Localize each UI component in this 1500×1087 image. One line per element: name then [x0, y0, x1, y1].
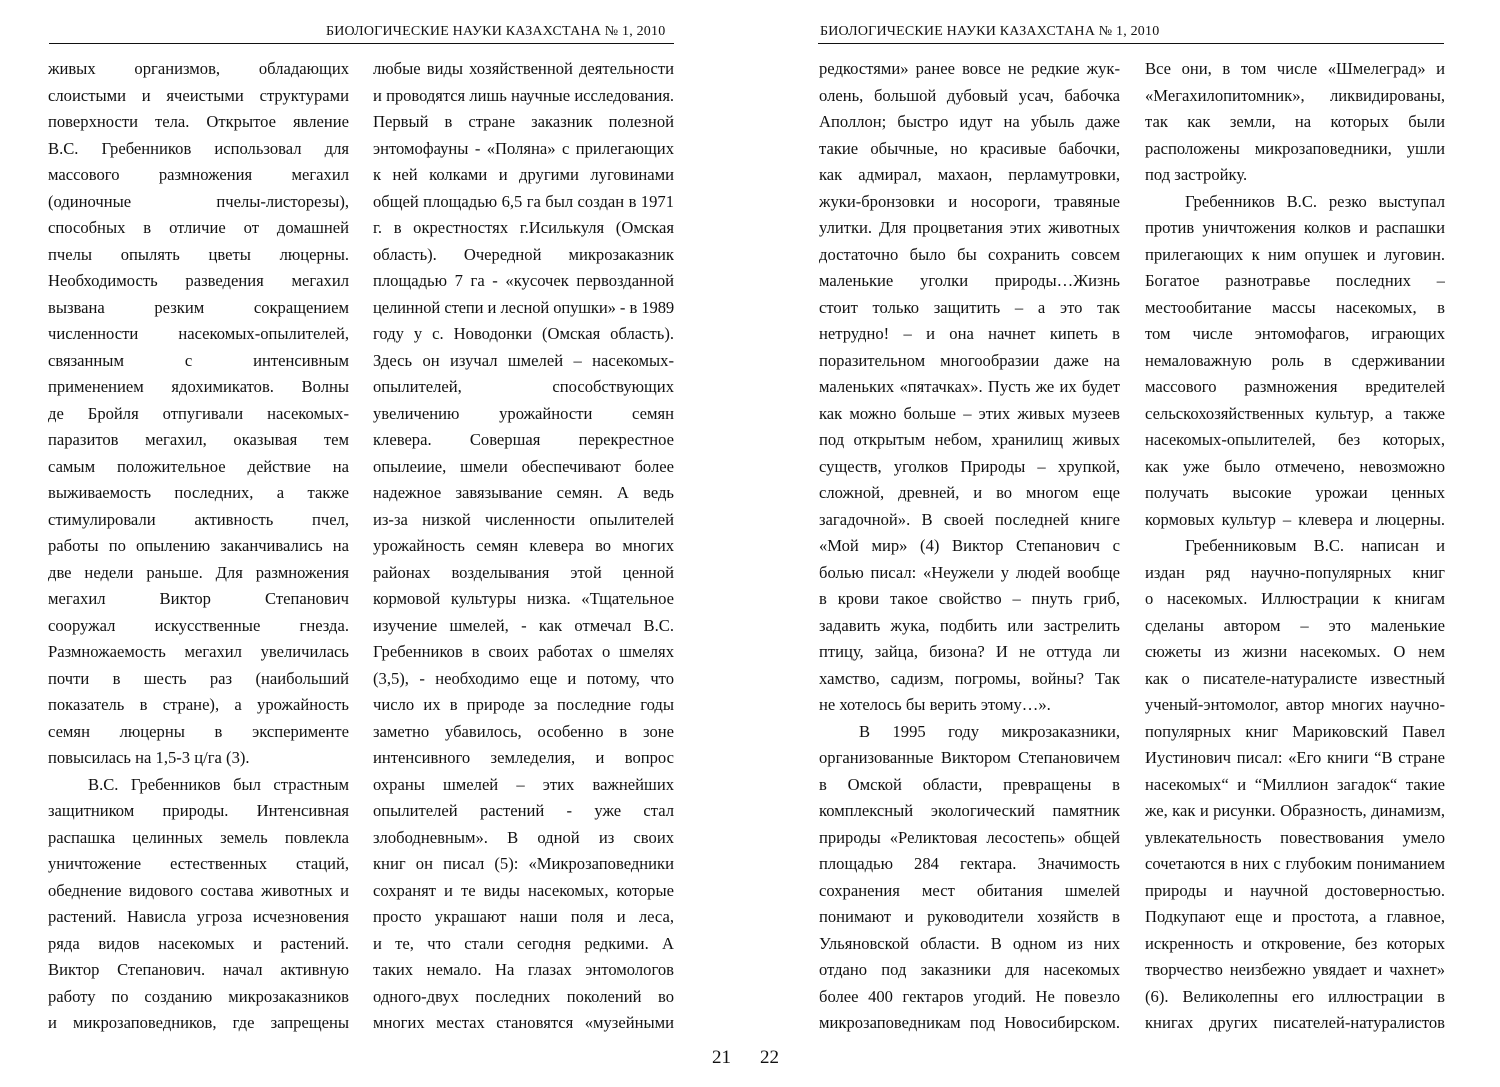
text-line: увлекательность повествования умело [1145, 827, 1445, 847]
text-line: как о писателе-натуралисте известный [1145, 668, 1445, 688]
text-column-4 [1145, 56, 1445, 1037]
text-line: целинной степи и лесной опушки» - в 1989 [373, 297, 674, 317]
text-line: хамство, садизм, погромы, войны? Так [819, 668, 1120, 688]
text-line: том числе энтомофагов, играющих [1145, 324, 1445, 343]
text-line: комплексный экологический памятник [819, 801, 1120, 820]
text-line: сельскохозяйственных культур, а также [1145, 403, 1445, 423]
text-line: издан ряд научно-популярных книг [1145, 562, 1445, 582]
text-line: Необходимость разведения мегахил [48, 271, 349, 290]
text-line: живых организмов, обладающих [48, 59, 349, 78]
text-line: Гребенников в своих работах о шмелях [373, 642, 674, 661]
text-line: задавить жука, подбить или застрелить [819, 615, 1120, 635]
text-line: г. в окрестностях г.Исилькуля (Омская [373, 218, 674, 237]
text-column-2 [373, 56, 674, 1037]
text-line: многих местах становятся «музейными [373, 1013, 674, 1032]
text-line: увеличению урожайности семян [373, 403, 674, 423]
running-header-left: БИОЛОГИЧЕСКИЕ НАУКИ КАЗАХСТАНА № 1, 2010 [326, 24, 666, 39]
text-line: птицу, зайца, бизона? И не оттуда ли [819, 642, 1120, 661]
text-line: искренность и откровение, без которых [1145, 933, 1445, 953]
text-line: районах возделывания этой ценной [373, 562, 674, 582]
text-line: под открытым небом, хранилищ живых [819, 430, 1120, 449]
text-line: Здесь он изучал шмелей – насекомых- [373, 350, 674, 370]
text-line: численности насекомых-опылителей, [48, 324, 349, 343]
text-line: интенсивного земледелия, и вопрос [373, 748, 674, 767]
text-line: массового размножения вредителей [1145, 377, 1445, 396]
header-rule-right [818, 43, 1444, 44]
header-rule-left [49, 43, 674, 44]
text-line: Все они, в том числе «Шмелеград» и [1145, 59, 1445, 78]
text-line: творчество неизбежно увядает и чахнет» [1145, 960, 1445, 979]
text-line: Ульяновской области. В одном из них [819, 933, 1120, 953]
text-line: микрозаповедникам под Новосибирском. [819, 1013, 1120, 1032]
text-line: отдано под заказники для насекомых [819, 960, 1120, 979]
text-line: насекомых-опылителей, без которых, [1145, 430, 1445, 449]
text-line: в крови такое свойство – пнуть гриб, [819, 589, 1120, 608]
text-line: показатель в стране), а урожайность [48, 695, 349, 714]
text-line: более 400 гектаров угодий. Не повезло [819, 986, 1120, 1006]
running-header-right: БИОЛОГИЧЕСКИЕ НАУКИ КАЗАХСТАНА № 1, 2010 [820, 24, 1160, 39]
text-line: редкостями» ранее вовсе не редкие жук- [819, 59, 1120, 78]
text-line: в Омской области, превращены в [819, 774, 1120, 794]
text-line: (3,5), - необходимо еще и потому, что [373, 668, 674, 688]
text-line: организованные Виктором Степановичем [819, 748, 1120, 767]
text-line: надежное завязывание семян. А ведь [373, 483, 674, 502]
text-line: таких немало. На глазах энтомологов [373, 960, 674, 979]
text-line: (одиночные пчелы-листорезы), [48, 191, 349, 211]
text-line: энтомофауны - «Поляна» с прилегающих [373, 138, 674, 158]
text-line: выживаемость последних, а также [48, 483, 349, 502]
text-line: книгах других писателей-натуралистов [1145, 1013, 1445, 1032]
text-line: олень, большой дубовый усач, бабочка [819, 85, 1120, 105]
text-line: к ней колками и другими луговинами [373, 165, 674, 184]
text-line: мегахил Виктор Степанович [48, 589, 349, 608]
text-line: кормовой культуры низка. «Тщательное [373, 589, 674, 608]
text-line: любые виды хозяйственной деятельности [373, 59, 674, 78]
text-line: де Бройля отпугивали насекомых- [48, 403, 349, 423]
text-line: и микрозаповедников, где запрещены [48, 1013, 349, 1032]
text-line: опылеиие, шмели обеспечивают более [373, 456, 674, 476]
text-line: охраны шмелей – этих важнейших [373, 774, 674, 794]
text-line: слоистыми и ячеистыми структурами [48, 85, 349, 105]
text-line: как можно больше – этих живых музеев [819, 403, 1120, 423]
text-line: из-за низкой численности опылителей [373, 509, 674, 529]
text-line: получать высокие урожаи ценных [1145, 483, 1445, 502]
text-line: стимулировали активность пчел, [48, 509, 349, 529]
text-line: улитки. Для процветания этих животных [819, 218, 1120, 237]
page-number-left: 21 [712, 1047, 731, 1068]
text-line: насекомых“ и “Миллион загадок“ такие [1145, 774, 1445, 794]
text-line: защитником природы. Интенсивная [48, 801, 349, 820]
page-number-right: 22 [760, 1047, 779, 1068]
text-line: одного-двух последних поколений во [373, 986, 674, 1006]
text-line: сюжеты из жизни насекомых. О нем [1145, 642, 1445, 661]
text-line: работы по опылению заканчивались на [48, 536, 349, 555]
text-line: сооружал искусственные гнезда. [48, 615, 349, 635]
text-line: В 1995 году микрозаказники, [859, 721, 1120, 741]
text-line: В.С. Гребенников использовал для [48, 138, 349, 158]
text-line: область). Очередной микрозаказник [373, 244, 674, 264]
text-line: жуки-бронзовки и носороги, травяные [819, 191, 1120, 211]
text-line: две недели раньше. Для размножения [48, 562, 349, 582]
text-line: связанным с интенсивным [48, 350, 349, 370]
text-line: пчелы опылять цветы люцерны. [48, 244, 349, 264]
text-line: болью писал: «Неужели у людей вообще [819, 562, 1120, 582]
text-line: прилегающих к ним опушек и луговин. [1145, 244, 1445, 264]
text-line: заметно убавилось, особенно в зоне [373, 721, 674, 741]
text-line: распашка целинных земель повлекла [48, 827, 349, 847]
text-line: стоит только защитить – а это так [819, 297, 1120, 317]
text-line: В.С. Гребенников был страстным [88, 774, 349, 794]
text-line: природы и научной достоверностью. [1145, 880, 1445, 900]
text-line: число их в природе за последние годы [373, 695, 674, 714]
text-line: (6). Великолепны его иллюстрации в [1145, 986, 1445, 1006]
text-line: опылителей растений - уже стал [373, 801, 674, 820]
text-line: поразительном многообразии даже на [819, 350, 1120, 370]
text-line: способных в отличие от домашней [48, 218, 349, 237]
text-line: маленьких «пятачках». Пусть же их будет [819, 377, 1120, 396]
text-line: паразитов мегахил, оказывая тем [48, 430, 349, 449]
text-line: изучение шмелей, - как отмечал В.С. [373, 615, 674, 635]
text-line: книг он писал (5): «Микрозаповедники [373, 854, 674, 873]
text-line: сложной, древней, и во многом еще [819, 483, 1120, 502]
text-line: так как земли, на которых были [1145, 112, 1445, 131]
text-line: общей площадью 6,5 га был создан в 1971 [373, 191, 674, 211]
text-line: существ, уголков Природы – хрупкой, [819, 456, 1120, 476]
text-line: площадью 284 гектара. Значимость [819, 854, 1120, 873]
text-line: самым положительное действие на [48, 456, 349, 476]
text-line: понимают и руководители хозяйств в [819, 907, 1120, 926]
text-line: же, как и рисунки. Образность, динамизм, [1145, 801, 1445, 820]
text-line: Аполлон; быстро идут на убыль даже [819, 112, 1120, 131]
text-line: сохранения мест обитания шмелей [819, 880, 1120, 900]
text-line: о насекомых. Иллюстрации к книгам [1145, 589, 1445, 608]
text-line: против уничтожения колков и распашки [1145, 218, 1445, 237]
text-line: работу по созданию микрозаказников [48, 986, 349, 1006]
text-line: почти в шесть раз (наибольший [48, 668, 349, 688]
text-line: местообитание массы насекомых, в [1145, 297, 1445, 317]
text-line: и проводятся лишь научные исследования. [373, 85, 674, 105]
text-line: клевера. Совершая перекрестное [373, 430, 674, 449]
text-line: Подкупают еще и простота, а главное, [1145, 907, 1445, 926]
text-line: популярных книг Мариковский Павел [1145, 721, 1445, 741]
text-line: вызвана резким сокращением [48, 297, 349, 317]
text-line: ряда видов насекомых и растений. [48, 933, 349, 953]
text-column-3 [819, 56, 1120, 1037]
text-line: сочетаются в них с глубоким пониманием [1145, 854, 1445, 873]
text-line: просто украшают наши поля и леса, [373, 907, 674, 926]
text-line: природы «Реликтовая лесостепь» общей [819, 827, 1120, 847]
text-line: уничтожение естественных стаций, [48, 854, 349, 873]
text-line: урожайность семян клевера во многих [373, 536, 674, 555]
text-line: не хотелось бы верить этому…». [819, 695, 1051, 714]
text-line: поверхности тела. Открытое явление [48, 112, 349, 131]
text-line: сохранят и те виды насекомых, которые [373, 880, 674, 900]
text-line: Размножаемость мегахил увеличилась [48, 642, 349, 661]
text-line: Гребенниковым В.С. написан и [1185, 536, 1445, 555]
text-line: кормовых культур – клевера и люцерны. [1145, 509, 1445, 529]
text-line: немаловажную роль в сдерживании [1145, 350, 1445, 370]
text-line: расположены микрозаповедники, ушли [1145, 138, 1445, 158]
text-line: и те, что стали сегодня редкими. А [373, 933, 674, 953]
text-line: Гребенников В.С. резко выступал [1185, 191, 1445, 211]
text-line: Первый в стране заказник полезной [373, 112, 674, 131]
text-line: «Мегахилопитомник», ликвидированы, [1145, 85, 1445, 105]
text-line: ученый-энтомолог, автор многих научно- [1145, 695, 1445, 714]
text-line: под застройку. [1145, 165, 1248, 184]
text-line: маленькие уголки природы…Жизнь [819, 271, 1120, 290]
text-line: Иустинович писал: «Его книги “В стране [1145, 748, 1445, 767]
text-line: площадью 7 га - «кусочек первозданной [373, 271, 674, 290]
text-line: обеднение видового состава животных и [48, 880, 349, 900]
text-column-1 [48, 56, 349, 1037]
text-line: массового размножения мегахил [48, 165, 349, 184]
text-line: нетрудно! – и она начнет кипеть в [819, 324, 1120, 343]
text-line: применением ядохимикатов. Волны [48, 377, 349, 396]
text-line: повысилась на 1,5-3 ц/га (3). [48, 748, 250, 767]
text-line: году у с. Новодонки (Омская область). [373, 324, 674, 343]
text-line: злободневным». В одной из своих [373, 827, 674, 847]
text-line: сделаны автором – это маленькие [1145, 615, 1445, 635]
text-line: Богатое разнотравье последних – [1145, 271, 1445, 290]
text-line: семян люцерны в эксперименте [48, 721, 349, 741]
text-line: такие обычные, но красивые бабочки, [819, 138, 1120, 158]
text-line: растений. Нависла угроза исчезновения [48, 907, 349, 926]
text-line: как адмирал, махаон, перламутровки, [819, 165, 1120, 184]
text-line: опылителей, способствующих [373, 377, 674, 396]
text-line: достаточно было бы сохранить совсем [819, 244, 1120, 264]
text-line: «Мой мир» (4) Виктор Степанович с [819, 536, 1120, 555]
text-line: Виктор Степанович. начал активную [48, 960, 349, 979]
text-line: как уже было отмечено, невозможно [1145, 456, 1445, 476]
text-line: загадочной». В своей последней книге [819, 509, 1120, 529]
